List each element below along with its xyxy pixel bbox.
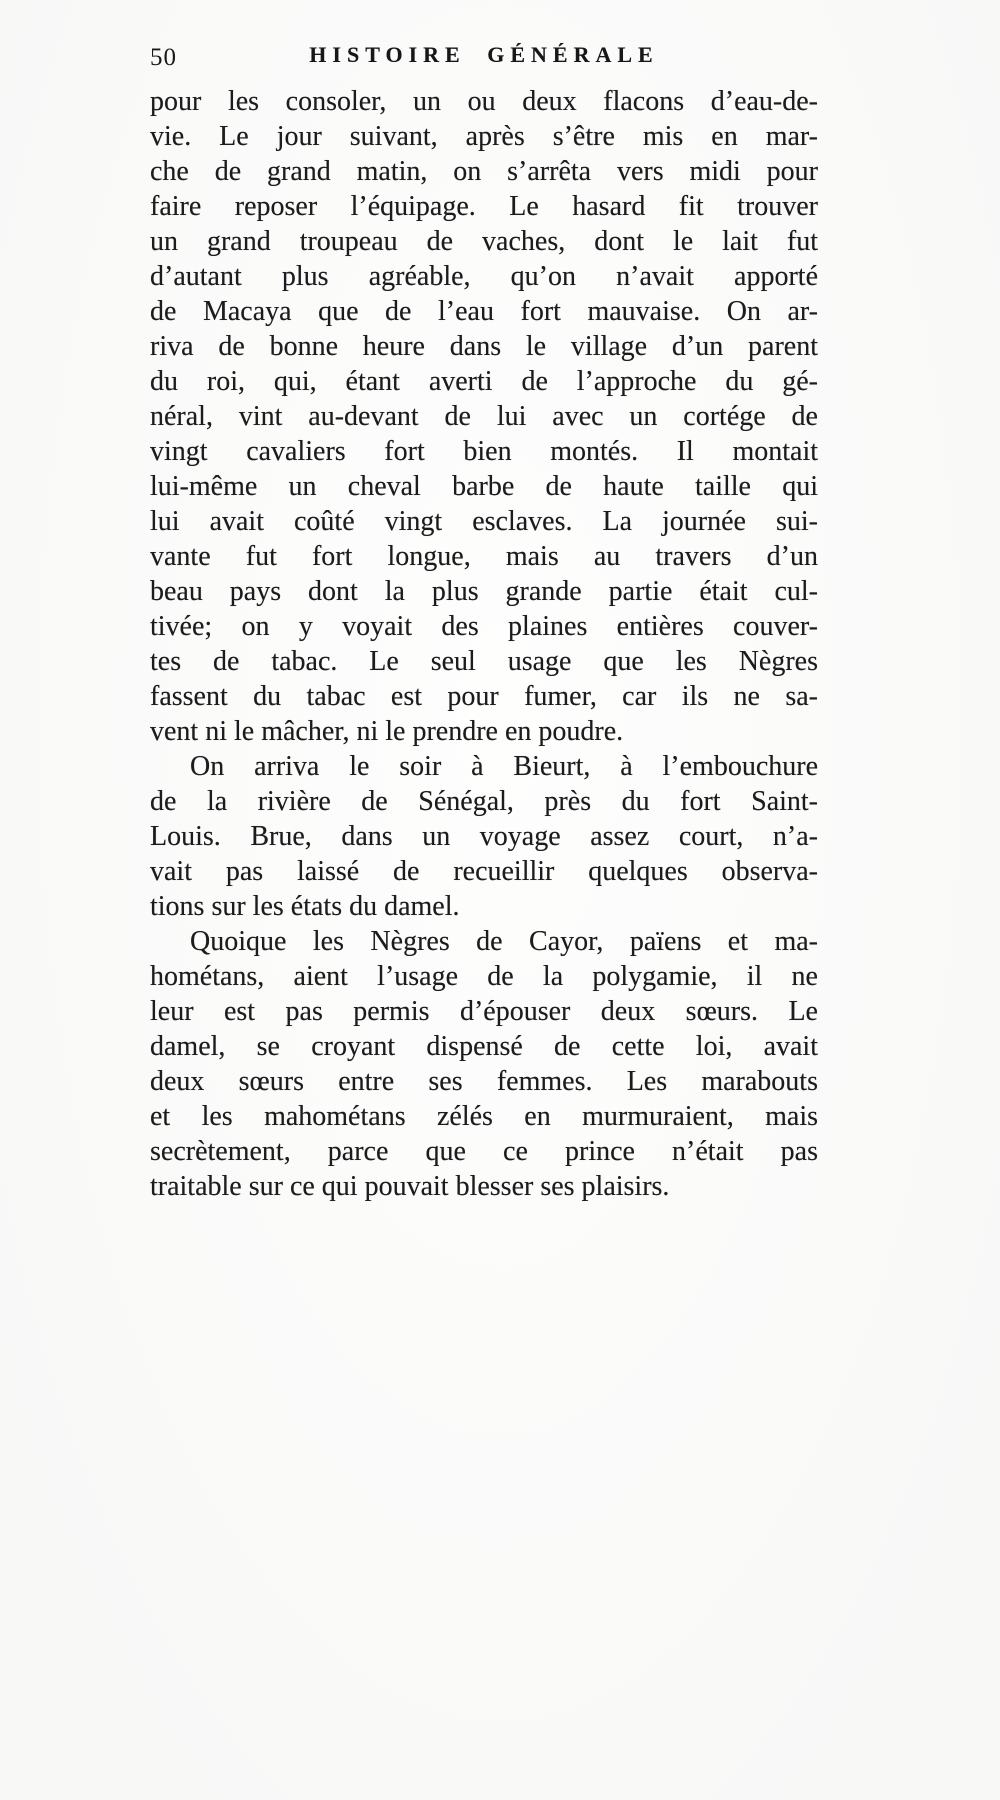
text-line: vie. Le jour suivant, après s’être mis en mar-	[150, 121, 818, 152]
text-line: On arriva le soir à Bieurt, à l’embouchure	[190, 751, 818, 782]
text-line: vingt cavaliers fort bien montés. Il montait	[150, 436, 818, 467]
running-header	[150, 42, 818, 74]
text-line: vait pas laissé de recueillir quelques observa-	[150, 856, 818, 887]
text-line: lui avait coûté vingt esclaves. La journée sui-	[150, 506, 818, 537]
text-line: tions sur les états du damel.	[150, 891, 460, 922]
text-line: hométans, aient l’usage de la polygamie, il ne	[150, 961, 818, 992]
page-number: 50	[150, 44, 177, 71]
text-line: Louis. Brue, dans un voyage assez court, n’a-	[150, 821, 818, 852]
text-line: d’autant plus agréable, qu’on n’avait apporté	[150, 261, 818, 292]
text-line: pour les consoler, un ou deux flacons d’eau-de-	[150, 86, 818, 117]
text-line: fassent du tabac est pour fumer, car ils ne sa-	[150, 681, 818, 712]
text-line: beau pays dont la plus grande partie était cul-	[150, 576, 818, 607]
body-text	[150, 84, 818, 1204]
text-line: damel, se croyant dispensé de cette loi, avait	[150, 1031, 818, 1062]
text-line: tivée; on y voyait des plaines entières couver-	[150, 611, 818, 642]
text-line: secrètement, parce que ce prince n’était pas	[150, 1136, 818, 1167]
text-line: et les mahométans zélés en murmuraient, mais	[150, 1101, 818, 1132]
text-line: néral, vint au-devant de lui avec un cortége de	[150, 401, 818, 432]
text-line: leur est pas permis d’épouser deux sœurs. Le	[150, 996, 818, 1027]
paragraph	[150, 924, 818, 1204]
text-line: riva de bonne heure dans le village d’un parent	[150, 331, 818, 362]
text-line: du roi, qui, étant averti de l’approche du gé-	[150, 366, 818, 397]
text-line: faire reposer l’équipage. Le hasard fit trouver	[150, 191, 818, 222]
text-line: de Macaya que de l’eau fort mauvaise. On ar-	[150, 296, 818, 327]
paragraph	[150, 84, 818, 749]
text-line: vent ni le mâcher, ni le prendre en poudre.	[150, 716, 624, 747]
text-line: vante fut fort longue, mais au travers d’un	[150, 541, 818, 572]
text-line: che de grand matin, on s’arrêta vers midi pour	[150, 156, 818, 187]
text-line: traitable sur ce qui pouvait blesser ses plaisirs.	[150, 1171, 670, 1202]
text-line: lui-même un cheval barbe de haute taille qui	[150, 471, 818, 502]
text-line: de la rivière de Sénégal, près du fort Saint-	[150, 786, 818, 817]
running-header-title: HISTOIRE GÉNÉRALE	[309, 42, 659, 67]
text-line: deux sœurs entre ses femmes. Les marabouts	[150, 1066, 818, 1097]
text-line: un grand troupeau de vaches, dont le lait fut	[150, 226, 818, 257]
text-line: Quoique les Nègres de Cayor, païens et ma-	[190, 926, 818, 957]
text-line: tes de tabac. Le seul usage que les Nègres	[150, 646, 818, 677]
paragraph	[150, 749, 818, 924]
